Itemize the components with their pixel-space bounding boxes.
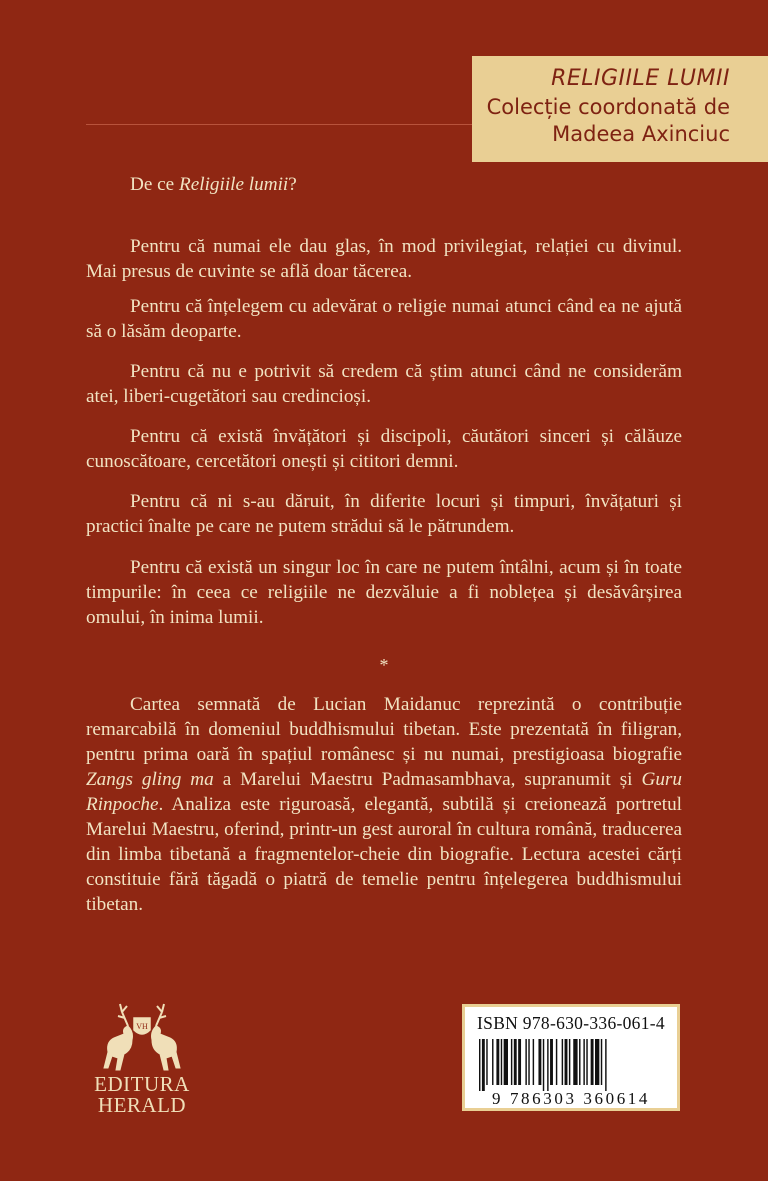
- paragraph-2: [86, 294, 682, 344]
- blurb-text: a Marelui Maestru Padmasambhava, supranumit și: [213, 769, 642, 790]
- paragraph-text: Pentru că există învățători și discipoli, căutători sinceri și călăuze cunoscătoare, cercetători onești și cititori demni.: [86, 426, 682, 472]
- question-line: [86, 172, 682, 197]
- paragraph-text: Pentru că există un singur loc în care ne putem întâlni, acum și în toate timpurile: în ceea ce religiile ne dezvăluie a fi noblețea și desăvârșirea omului, în inima lumii.: [86, 557, 682, 628]
- publisher-name-line2: HERALD: [97, 1093, 187, 1117]
- paragraph-text: Pentru că numai ele dau glas, în mod privilegiat, relației cu divinul. Mai presus de cuvinte se află doar tăcerea.: [86, 236, 682, 282]
- question-italic: Religiile lumii: [179, 174, 289, 195]
- paragraph-1: [86, 234, 682, 284]
- barcode-digits: 9 786303 360614: [492, 1089, 650, 1108]
- section-separator: *: [379, 655, 389, 675]
- paragraph-text: Pentru că înțelegem cu adevărat o religie numai atunci când ea ne ajută să o lăsăm deoparte.: [86, 296, 682, 342]
- series-title: RELIGIILE LUMII: [551, 66, 730, 91]
- publisher-logo: [86, 998, 198, 1126]
- series-coordinator-line: Colecție coordonată de: [486, 95, 730, 119]
- publisher-name-line1: EDITURA: [94, 1072, 190, 1096]
- blurb-text: Cartea semnată de Lucian Maidanuc reprezintă o contribuție remarcabilă în domeniul buddhismului tibetan. Este prezentată în filigran, pentru prima oară în spațiul românesc și nu numai, prestigioasa biografie: [86, 694, 682, 765]
- series-banner: [472, 56, 768, 162]
- blurb-title-italic: Zangs gling ma: [86, 769, 214, 790]
- divider-line: [86, 124, 472, 125]
- paragraph-3: [86, 359, 682, 409]
- isbn-label: ISBN 978-630-336-061-4: [477, 1013, 665, 1033]
- paragraph-4: [86, 424, 682, 474]
- blurb-text: . Analiza este riguroasă, elegantă, subtilă și creionează portretul Marelui Maestru, oferind, printr-un gest auroral în cultura română, traducerea din limba tibetană a fragmentelor-cheie din biografie. Lectura acestei cărți constituie fără tăgadă o piatră de temelie pentru înțelegerea buddhismului tibetan.: [86, 794, 682, 915]
- paragraph-text: Pentru că ni s-au dăruit, în diferite locuri și timpuri, învățaturi și practici înalte pe care ne putem strădui să le pătrundem.: [86, 491, 682, 537]
- series-coordinator-name: Madeea Axinciuc: [552, 122, 730, 146]
- question-prefix: De ce: [130, 174, 179, 195]
- barcode-box: [462, 1004, 680, 1111]
- paragraph-5: [86, 489, 682, 539]
- barcode-icon: [479, 1039, 667, 1091]
- paragraph-text: Pentru că nu e potrivit să credem că știm atunci când ne considerăm atei, liberi-cugetători sau credincioși.: [86, 361, 682, 407]
- logo-monogram: VH: [136, 1022, 148, 1031]
- question-suffix: ?: [288, 174, 297, 195]
- paragraph-6: [86, 555, 682, 630]
- book-blurb: [86, 692, 682, 917]
- blurb-name-italic: Guru Rinpoche: [86, 769, 682, 815]
- deer-emblem-icon: [92, 998, 192, 1074]
